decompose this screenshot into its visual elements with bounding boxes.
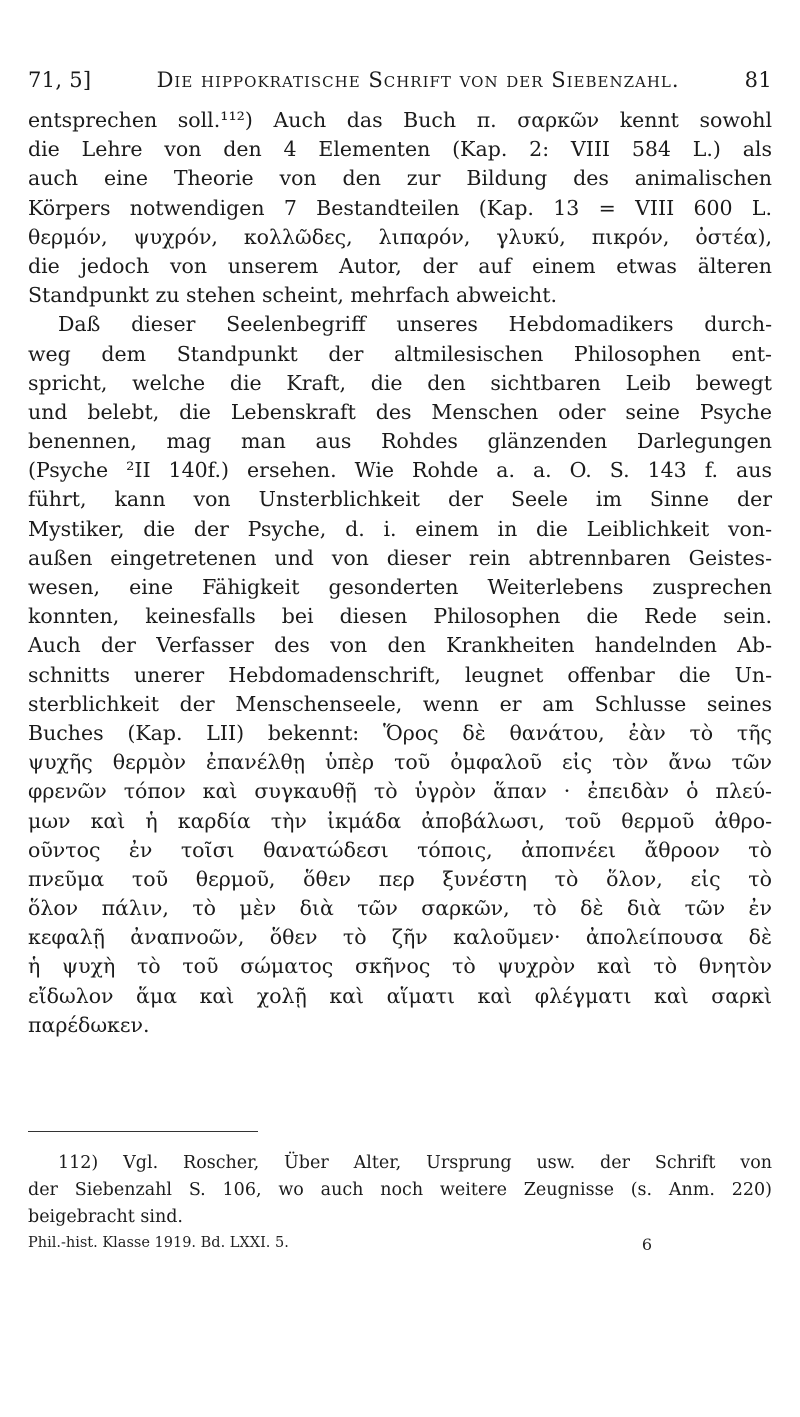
page-footer bbox=[28, 1235, 772, 1254]
footnote-line: der Siebenzahl S. 106, wo auch noch weitere Zeugnisse (s. Anm. 220) bbox=[28, 1180, 772, 1200]
body-line: sterblichkeit der Menschenseele, wenn er am Schlusse seines bbox=[28, 691, 772, 716]
series-line: Phil.-hist. Klasse 1919. Bd. LXXI. 5. bbox=[28, 1235, 289, 1251]
body-line: schnitts unerer Hebdomadenschrift, leugnet offenbar die Un- bbox=[28, 662, 772, 687]
body-text bbox=[28, 106, 772, 1040]
body-line: entsprechen soll.¹¹²) Auch das Buch π. σαρκῶν kennt sowohl bbox=[28, 108, 772, 132]
footnotes bbox=[28, 1150, 772, 1231]
body-line: μων καὶ ἡ καρδία τὴν ἰκμάδα ἀποβάλωσι, τοῦ θερμοῦ ἀθρο- bbox=[28, 808, 772, 833]
footnote-rule bbox=[28, 1131, 258, 1132]
body-line: κεφαλῇ ἀναπνοῶν, ὅθεν τὸ ζῆν καλοῦμεν· ἀπολείπουσα δὲ bbox=[28, 925, 772, 950]
body-line: die Lehre von den 4 Elementen (Kap. 2: VIII 584 L.) als bbox=[28, 137, 772, 162]
body-line: Körpers notwendigen 7 Bestandteilen (Kap. 13 = VIII 600 L. bbox=[28, 195, 772, 220]
body-line: und belebt, die Lebenskraft des Menschen oder seine Psyche bbox=[28, 399, 772, 424]
body-line: Auch der Verfasser des von den Krankheiten handelnden Ab- bbox=[28, 633, 772, 658]
body-line: führt, kann von Unsterblichkeit der Seele im Sinne der bbox=[28, 487, 772, 512]
body-line: weg dem Standpunkt der altmilesischen Philosophen ent- bbox=[28, 341, 772, 366]
body-line: spricht, welche die Kraft, die den sichtbaren Leib bewegt bbox=[28, 370, 772, 395]
footnote-line: beigebracht sind. bbox=[28, 1207, 183, 1227]
body-line: außen eingetretenen und von dieser rein abtrennbaren Geistes- bbox=[28, 545, 772, 570]
body-line: Daß dieser Seelenbegriff unseres Hebdomadikers durch- bbox=[58, 312, 772, 337]
body-line: παρέδωκεν. bbox=[28, 1012, 150, 1037]
body-line: Buches (Kap. LII) bekennt: Ὅρος δὲ θανάτου, ἐὰν τὸ τῆς bbox=[28, 720, 772, 745]
footnote-line: 112) Vgl. Roscher, Über Alter, Ursprung usw. der Schrift von bbox=[58, 1153, 772, 1173]
body-line: konnten, keinesfalls bei diesen Philosophen die Rede sein. bbox=[28, 604, 772, 629]
section-reference: 71, 5] bbox=[28, 68, 92, 92]
body-line: wesen, eine Fähigkeit gesonderten Weiterlebens zusprechen bbox=[28, 575, 772, 599]
body-line: ψυχῆς θερμὸν ἐπανέλθῃ ὑπὲρ τοῦ ὀμφαλοῦ εἰς τὸν ἄνω τῶν bbox=[28, 750, 772, 775]
body-line: Mystiker, die der Psyche, d. i. einem in die Leiblichkeit von- bbox=[28, 516, 772, 541]
running-title: Die hippokratische Schrift von der Siebenzahl. bbox=[156, 68, 680, 92]
body-line: Standpunkt zu stehen scheint, mehrfach abweicht. bbox=[28, 283, 557, 308]
body-line: ὅλον πάλιν, τὸ μὲν διὰ τῶν σαρκῶν, τὸ δὲ διὰ τῶν ἐν bbox=[28, 896, 772, 921]
body-line: εἴδωλον ἅμα καὶ χολῇ καὶ αἵματι καὶ φλέγματι καὶ σαρκὶ bbox=[28, 983, 772, 1008]
body-line: πνεῦμα τοῦ θερμοῦ, ὅθεν περ ξυνέστη τὸ ὅλον, εἰς τὸ bbox=[28, 866, 772, 891]
page-number: 81 bbox=[744, 68, 772, 92]
body-line: (Psyche ²II 140f.) ersehen. Wie Rohde a. a. O. S. 143 f. aus bbox=[28, 458, 772, 483]
body-line: auch eine Theorie von den zur Bildung des animalischen bbox=[28, 166, 772, 191]
body-line: benennen, mag man aus Rohdes glänzenden Darlegungen bbox=[28, 429, 772, 454]
body-line: φρενῶν τόπον καὶ συγκαυθῇ τὸ ὑγρὸν ἅπαν · ἐπειδὰν ὁ πλεύ- bbox=[28, 779, 772, 804]
body-line: οῦντος ἐν τοῖσι θανατώδεσι τόποις, ἀποπνέει ἄθροον τὸ bbox=[28, 837, 772, 862]
body-line: ἡ ψυχὴ τὸ τοῦ σώματος σκῆνος τὸ ψυχρὸν καὶ τὸ θνητὸν bbox=[28, 954, 772, 979]
running-header bbox=[28, 68, 772, 92]
signature-mark: 6 bbox=[641, 1235, 652, 1254]
body-line: θερμόν, ψυχρόν, κολλῶδες, λιπαρόν, γλυκύ, πικρόν, ὀστέα), bbox=[28, 224, 772, 249]
body-line: die jedoch von unserem Autor, der auf einem etwas älteren bbox=[28, 253, 772, 278]
